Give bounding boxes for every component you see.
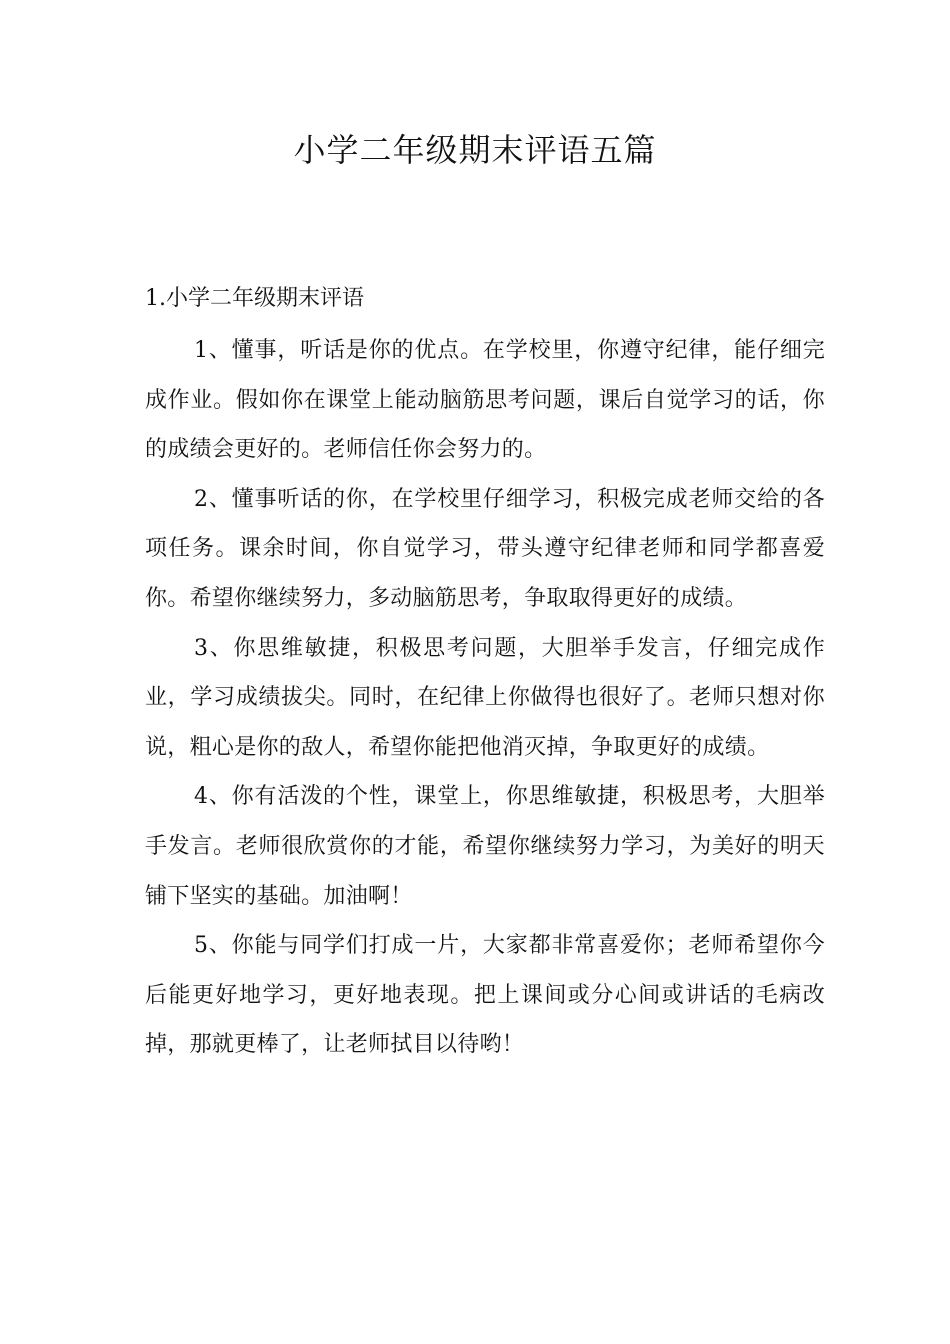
paragraph-2: 2、懂事听话的你，在学校里仔细学习，积极完成老师交给的各项任务。课余时间，你自觉学习，带头遵守纪律老师和同学都喜爱你。希望你继续努力，多动脑筋思考，争取取得更好的成绩。 [145,486,825,611]
document-body [145,326,825,1070]
paragraph-5: 5、你能与同学们打成一片，大家都非常喜爱你；老师希望你今后能更好地学习，更好地表现。把上课间或分心间或讲话的毛病改掉，那就更棒了，让老师拭目以待哟！ [145,933,825,1058]
document-title: 小学二年级期末评语五篇 [293,131,657,169]
paragraph-1: 1、懂事，听话是你的优点。在学校里，你遵守纪律，能仔细完成作业。假如你在课堂上能动脑筋思考问题，课后自觉学习的话，你的成绩会更好的。老师信任你会努力的。 [145,338,825,463]
paragraph-3: 3、你思维敏捷，积极思考问题，大胆举手发言，仔细完成作业，学习成绩拔尖。同时，在纪律上你做得也很好了。老师只想对你说，粗心是你的敌人，希望你能把他消灭掉，争取更好的成绩。 [145,635,825,760]
section-heading: 1.小学二年级期末评语 [145,286,364,311]
paragraph-4: 4、你有活泼的个性，课堂上，你思维敏捷，积极思考，大胆举手发言。老师很欣赏你的才能，希望你继续努力学习，为美好的明天铺下坚实的基础。加油啊！ [145,784,825,909]
